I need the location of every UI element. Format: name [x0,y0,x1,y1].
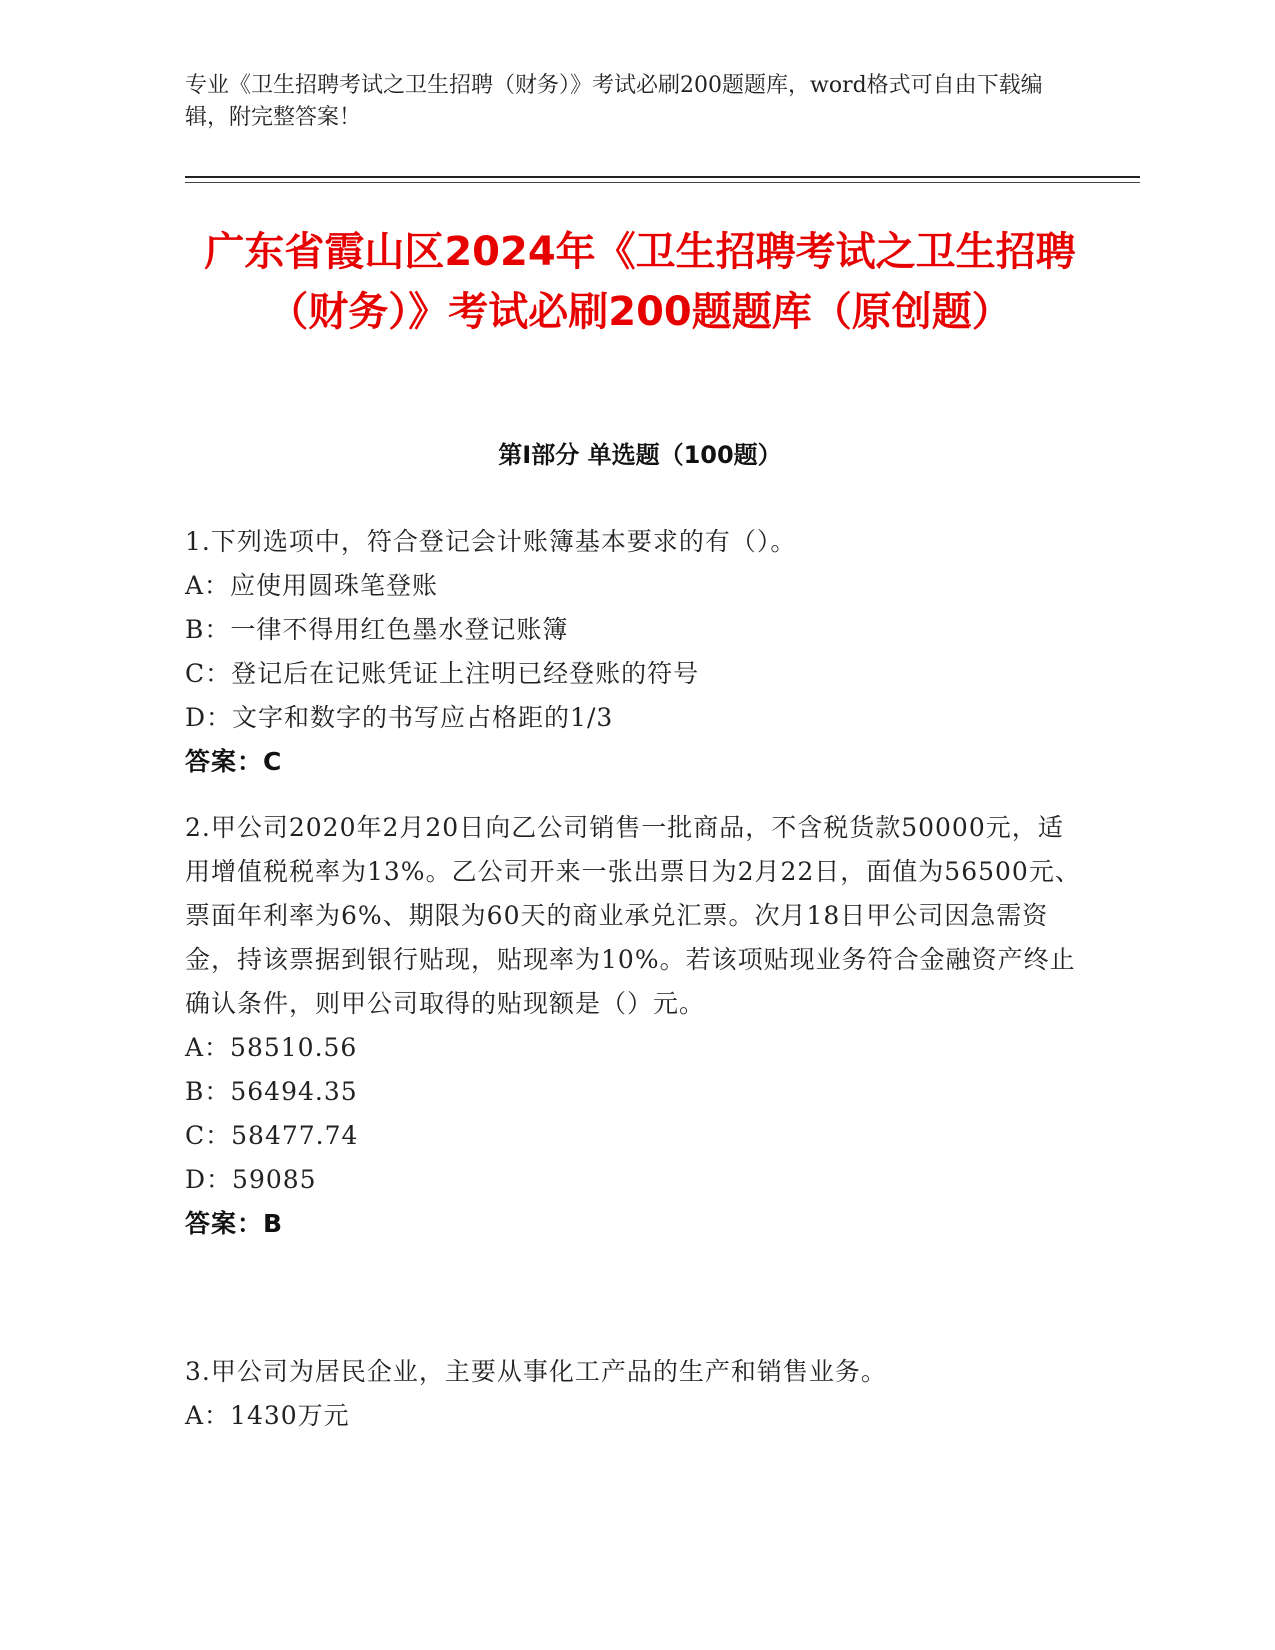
option-c: C：登记后在记账凭证上注明已经登账的符号 [185,659,700,688]
question-stem: 3.甲公司为居民企业，主要从事化工产品的生产和销售业务。 [185,1357,887,1386]
document-title: 广东省霞山区2024年《卫生招聘考试之卫生招聘（财务）》考试必刷200题题库（原创题） [204,229,1076,335]
header-divider-thin [185,182,1140,183]
section-heading: 第I部分 单选题（100题） [498,441,782,469]
option-b: B：56494.35 [185,1077,358,1106]
option-d: D：文字和数字的书写应占格距的1/3 [185,703,614,732]
intro-text: 专业《卫生招聘考试之卫生招聘（财务）》考试必刷200题题库，word格式可自由下载编辑，附完整答案！ [185,73,1043,130]
option-c: C：58477.74 [185,1121,359,1150]
question-1 [185,520,1085,784]
option-a: A：1430万元 [185,1401,350,1430]
option-b: B：一律不得用红色墨水登记账簿 [185,615,569,644]
answer-label: 答案：C [185,747,283,776]
option-d: D：59085 [185,1165,317,1194]
answer-label: 答案：B [185,1209,284,1238]
question-2 [185,806,1085,1246]
question-stem: 2.甲公司2020年2月20日向乙公司销售一批商品，不含税货款50000元，适用增值税税率为13%。乙公司开来一张出票日为2月22日，面值为56500元、票面年利率为6%、期限为60天的商业承兑汇票。次月18日甲公司因急需资金，持该票据到银行贴现，贴现率为10%。若该项贴现业务符合金融资产终止确认条件，则甲公司取得的贴现额是（）元。 [185,813,1081,1018]
header-divider-thick [185,176,1140,178]
question-stem: 1.下列选项中，符合登记会计账簿基本要求的有（）。 [185,527,797,556]
question-3 [185,1350,1085,1438]
option-a: A：58510.56 [185,1033,358,1062]
option-a: A：应使用圆珠笔登账 [185,571,439,600]
